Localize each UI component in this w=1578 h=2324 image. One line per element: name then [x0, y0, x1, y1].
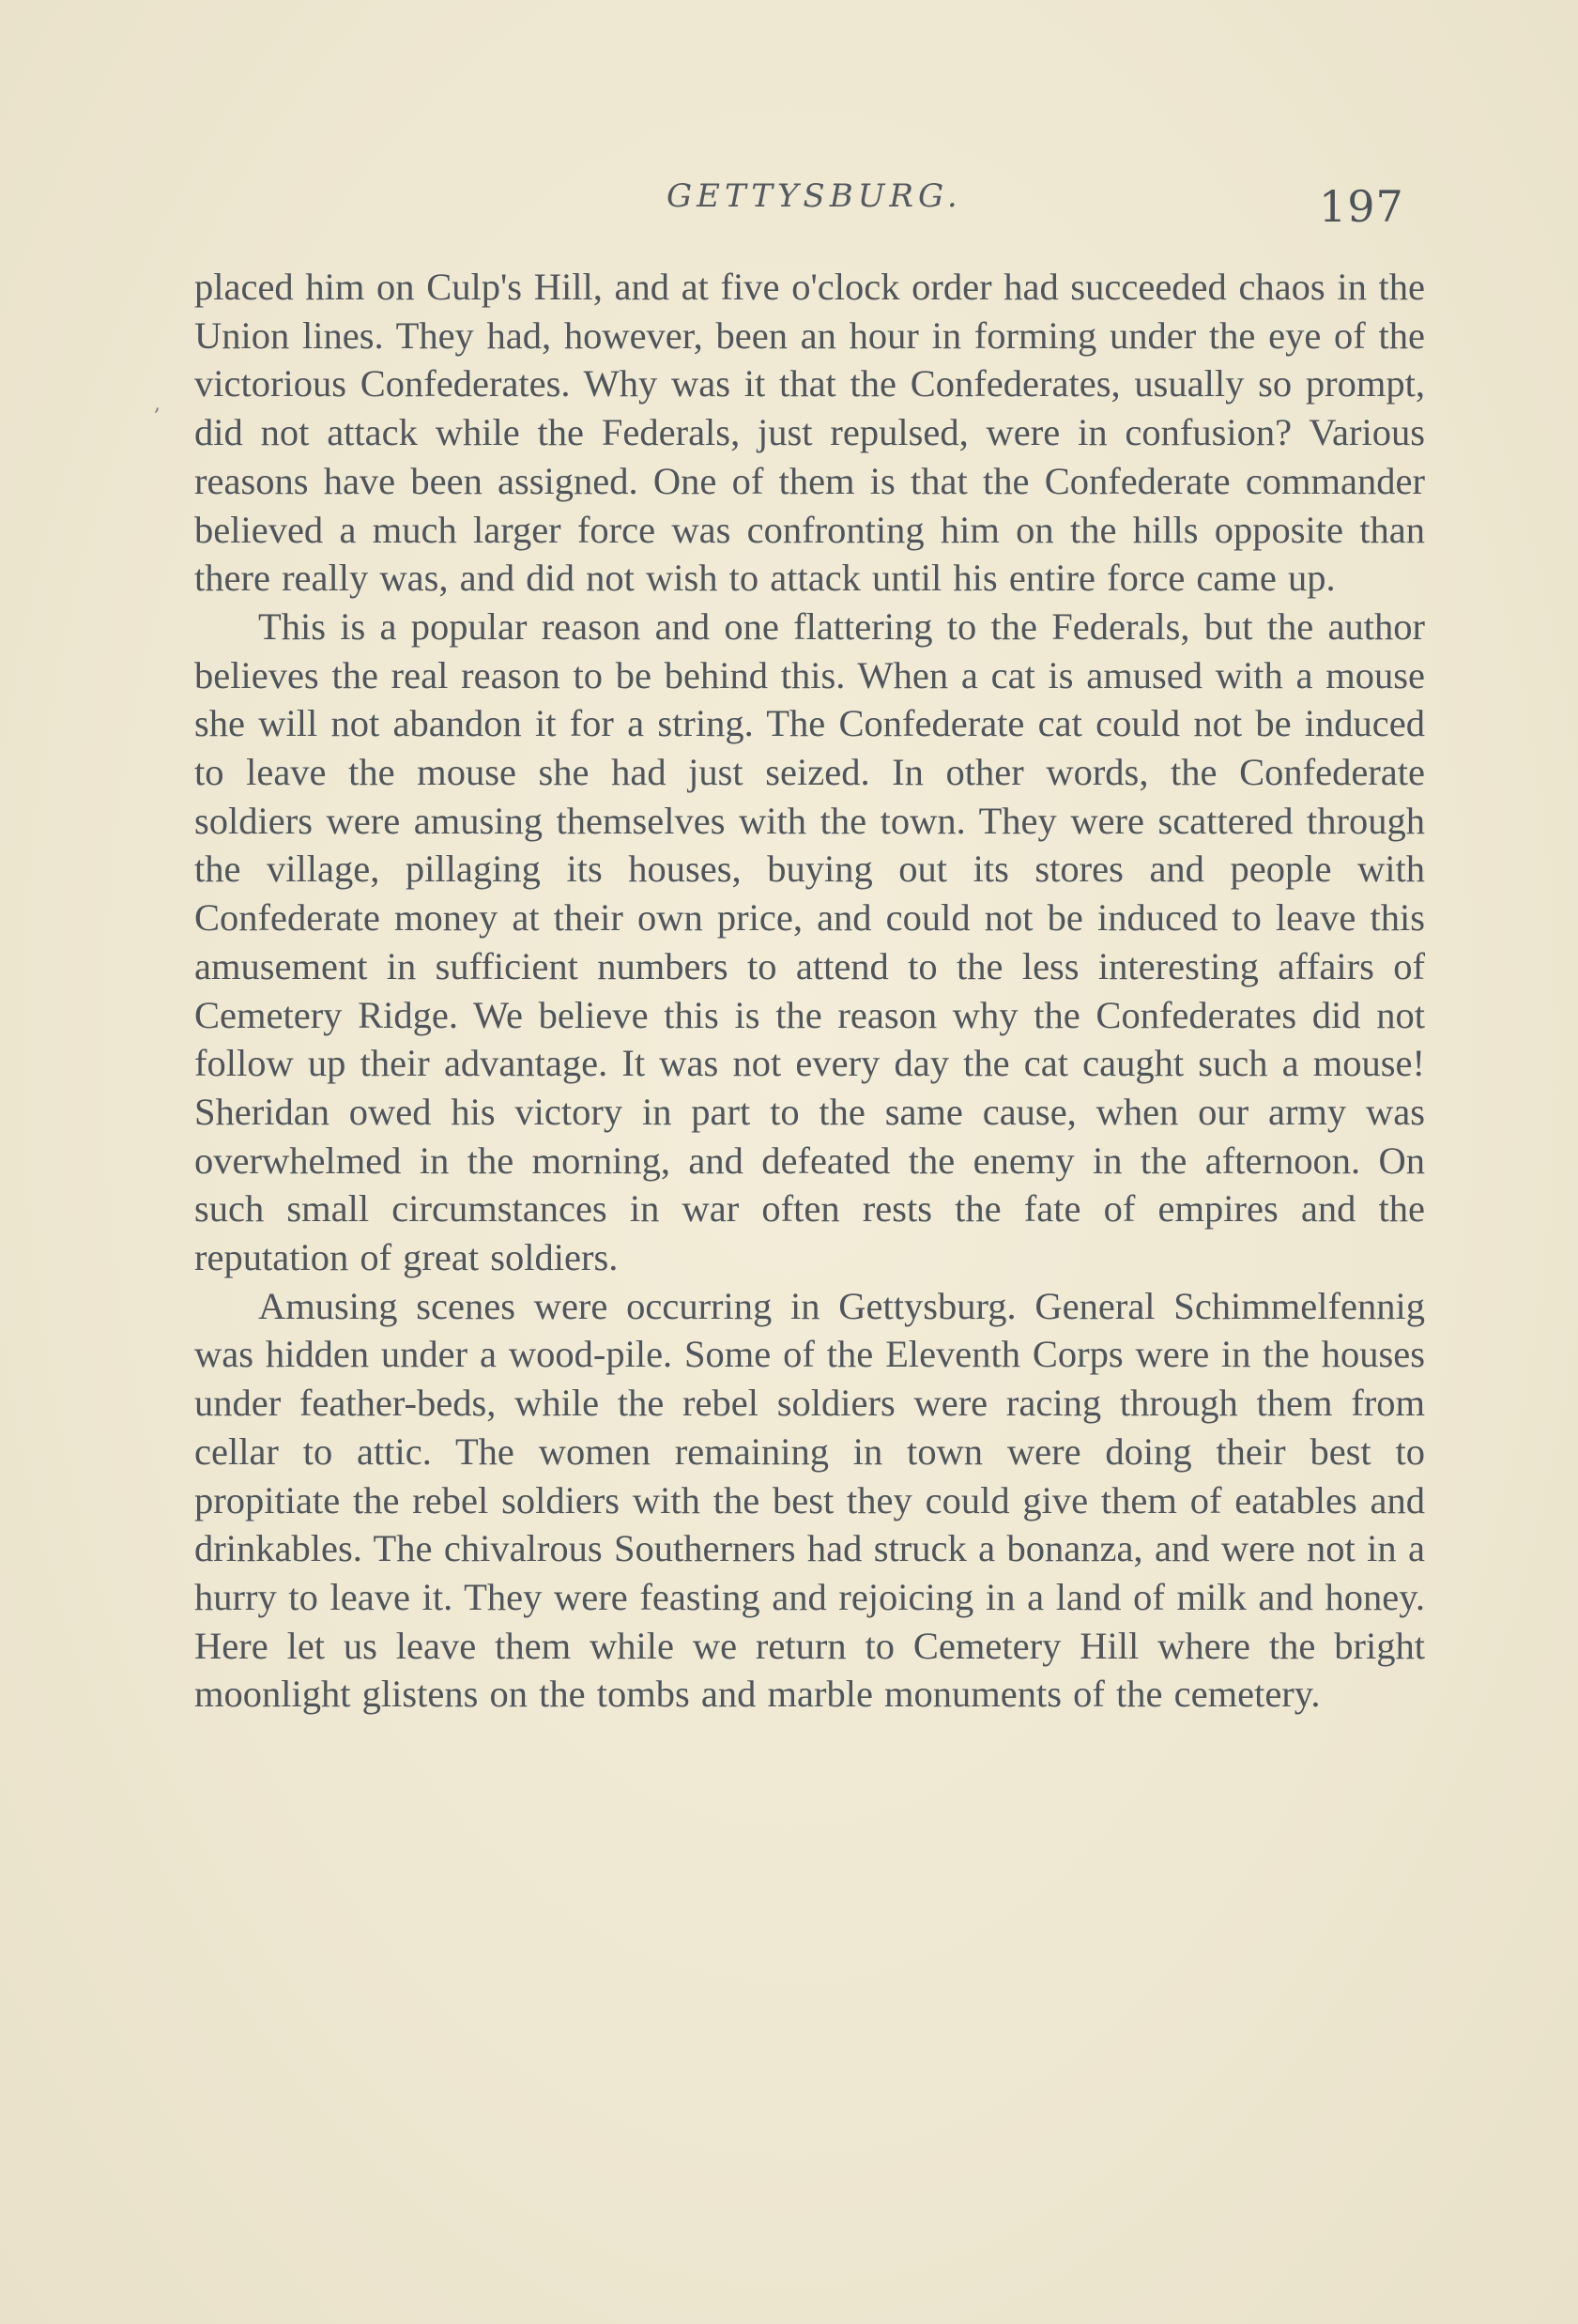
margin-mark: ,	[154, 392, 161, 416]
paragraph-continued: placed him on Culp's Hill, and at five o'clock order had succeeded chaos in the Union lines. They had, however, been an hour in forming under the eye of the victorious Confederates. Why was it that the Confederates, usually so prompt, did not attack while the Federals, just repulsed, were in confusion? Various reasons have been assigned. One of them is that the Confederate commander believed a much larger force was confronting him on the hills opposite than there really was, and did not wish to attack until his entire force came up.	[194, 266, 1425, 600]
body-text	[194, 263, 1425, 1719]
paragraph: Amusing scenes were occurring in Gettysburg. General Schimmelfennig was hidden under a wood-pile. Some of the Eleventh Corps were in the houses under feather-beds, while the rebel soldiers were racing through them from cellar to attic. The women remaining in town were doing their best to propitiate the rebel soldiers with the best they could give them of eatables and drinkables. The chivalrous Southerners had struck a bonanza, and were not in a hurry to leave it. They were feasting and rejoicing in a land of milk and honey. Here let us leave them while we return to Cemetery Hill where the bright moonlight glistens on the tombs and marble monuments of the cemetery.	[194, 1284, 1425, 1716]
page-header	[0, 174, 1578, 239]
page-number: 197	[1319, 181, 1404, 232]
running-title: GETTYSBURG.	[666, 177, 962, 215]
paragraph: This is a popular reason and one flattering to the Federals, but the author believes the real reason to be behind this. When a cat is amused with a mouse she will not abandon it for a string. The Confederate cat could not be induced to leave the mouse she had just seized. In other words, the Confederate soldiers were amusing themselves with the town. They were scattered through the village, pillaging its houses, buying out its stores and people with Confederate money at their own price, and could not be induced to leave this amusement in sufficient numbers to attend to the less interesting affairs of Cemetery Ridge. We believe this is the reason why the Confederates did not follow up their advantage. It was not every day the cat caught such a mouse! Sheridan owed his victory in part to the same cause, when our army was overwhelmed in the morning, and defeated the enemy in the afternoon. On such small circumstances in war often rests the fate of empires and the reputation of great soldiers.	[194, 604, 1425, 1279]
